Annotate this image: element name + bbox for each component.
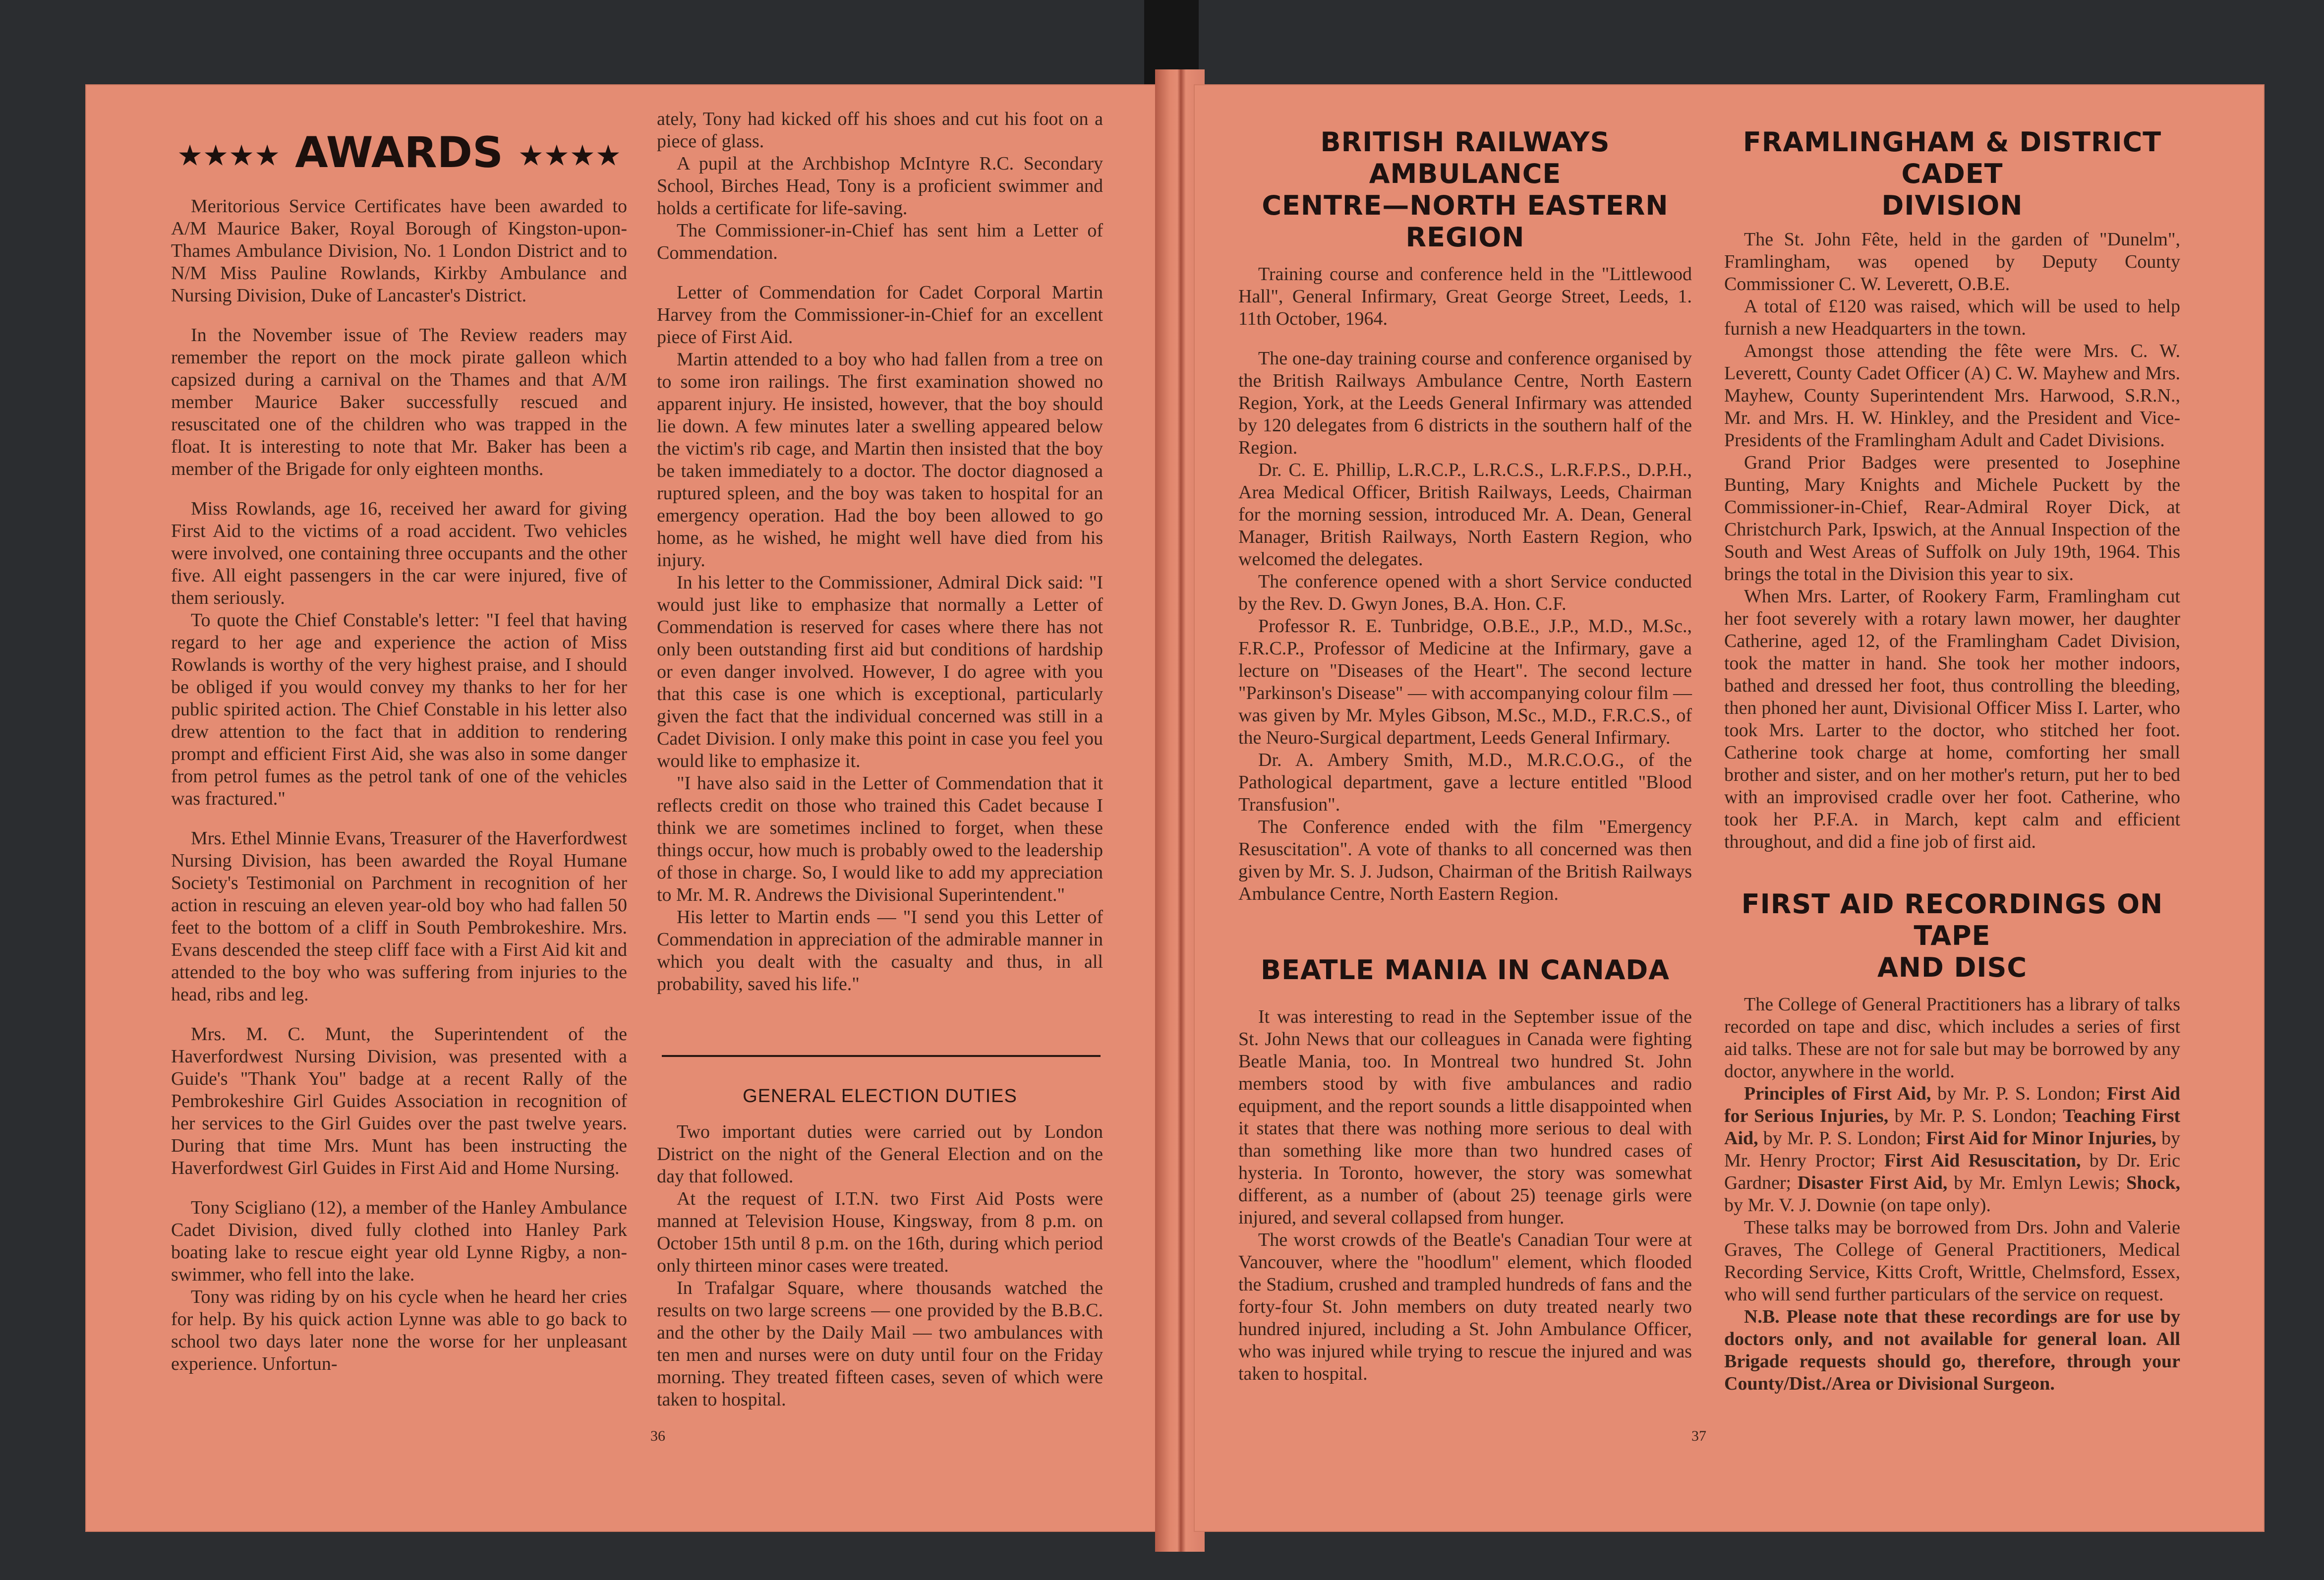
recording-author: by Mr. P. S. London;	[1931, 1083, 2107, 1104]
stars-right: ★★★★	[518, 138, 621, 173]
election-heading: GENERAL ELECTION DUTIES	[743, 1086, 1017, 1107]
paragraph: The Commissioner-in-Chief has sent him a Letter of Commendation.	[657, 220, 1103, 263]
railways-heading	[1238, 126, 1692, 253]
paragraph: Miss Rowlands, age 16, received her award for giving First Aid to the victims of a road accident. Two vehicles were involved, one containing three occupants and the other five. All eight passengers in the car were injured, five of them seriously.	[171, 498, 627, 608]
commendation-body	[657, 108, 1103, 995]
paragraph: Mrs. Ethel Minnie Evans, Treasurer of the Haverfordwest Nursing Division, has been awarded the Royal Humane Society's Testimonial on Parchment in recognition of her action in rescuing an eleven year-old boy who had fallen 50 feet to the bottom of a cliff in South Pembrokeshire. Mrs. Evans descended the steep cliff face with a First Aid kit and attended to the boy who was suffering from injuries to the head, ribs and leg.	[171, 827, 627, 1005]
paragraph: A pupil at the Archbishop McIntyre R.C. Secondary School, Birches Head, Tony is a proficient swimmer and holds a certificate for life-saving.	[657, 153, 1103, 219]
paragraph: The conference opened with a short Service conducted by the Rev. D. Gwyn Jones, B.A. Hon. C.F.	[1238, 571, 1692, 614]
paragraph: A total of £120 was raised, which will be used to help furnish a new Headquarters in the town.	[1724, 296, 2180, 339]
recordings-heading	[1724, 888, 2180, 984]
recording-author: by Mr. P. S. London;	[1888, 1106, 2063, 1126]
paragraph: Mrs. M. C. Munt, the Superintendent of the Haverfordwest Nursing Division, was presented with a Guide's "Thank You" badge at a recent Rally of the Pembrokeshire Girl Guides Association in recognition of her services to the Girl Guides over the past twelve years. During that time Mrs. Munt has been instructing the Haverfordwest Girl Guides in First Aid and Home Nursing.	[171, 1023, 627, 1178]
paragraph: His letter to Martin ends — "I send you this Letter of Commendation in appreciation of the admirable manner in which you dealt with the casualty and thus, in all probability, saved his life."	[657, 907, 1103, 995]
paragraph: Amongst those attending the fête were Mrs. C. W. Leverett, County Cadet Officer (A) C. W. Mayhew and Mrs. Mayhew, County Superintendent Mrs. Harwood, S.R.N., Mr. and Mrs. H. W. Hinkley, and the President and Vice-Presidents of the Framlingham Adult and Cadet Divisions.	[1724, 341, 2180, 451]
recordings-column	[1724, 888, 2180, 1395]
recording-title: Principles of First Aid,	[1744, 1083, 1931, 1104]
paragraph: Letter of Commendation for Cadet Corporal Martin Harvey from the Commissioner-in-Chief for an excellent piece of First Aid.	[657, 282, 1103, 348]
awards-title: AWARDS	[295, 128, 503, 177]
paragraph: The worst crowds of the Beatle's Canadian Tour were at Vancouver, where the "hoodlum" element, which flooded the Stadium, crushed and trampled hundreds of fans and the forty-four St. John members on duty treated nearly two hundred injured, including a St. John Ambulance Officer, who was injured while trying to rescue the injured and was taken to hospital.	[1238, 1229, 1692, 1384]
election-body	[657, 1121, 1103, 1411]
recording-author: by Mr. V. J. Downie (on tape only).	[1724, 1195, 1991, 1216]
railways-title-line1: BRITISH RAILWAYS AMBULANCE	[1320, 126, 1610, 189]
paragraph: When Mrs. Larter, of Rookery Farm, Framlingham cut her foot severely with a rotary lawn mower, her daughter Catherine, aged 12, of the Framlingham Cadet Division, took the matter in hand. She took her mother indoors, bathed and dressed her foot, thus controlling the bleeding, then phoned her aunt, Divisional Officer Miss I. Larter, who took Mrs. Larter to the doctor, who stitched her foot. Catherine took charge at home, comforting her small brother and sister, and on her mother's return, put her to bed with an improvised cradle over her foot. Catherine, who took her P.F.A. in March, kept calm and efficient throughout, and did a fine job of first aid.	[1724, 586, 2180, 852]
paragraph: "I have also said in the Letter of Commendation that it reflects credit on those who trained this Cadet because I think we are sometimes inclined to forget, when these things occur, how much is probably owed to the leadership of those in charge. So, I would like to add my appreciation to Mr. M. R. Andrews the Divisional Superintendent."	[657, 773, 1103, 905]
recording-author: by Mr. Henry Proctor;	[1724, 1128, 2181, 1171]
stars-left: ★★★★	[177, 138, 281, 173]
paragraph: ately, Tony had kicked off his shoes and cut his foot on a piece of glass.	[657, 109, 1103, 152]
recordings-note: N.B. Please note that these recordings are for use by doctors only, and not available for general loan. All Brigade requests should go, therefore, through your County/Dist./Area or Divisional Surgeon.	[1724, 1306, 2180, 1394]
recording-title: First Aid for Minor Injuries,	[1926, 1128, 2156, 1149]
paragraph: In the November issue of The Review readers may remember the report on the mock pirate galleon which capsized during a carnival on the Thames and that A/M member Maurice Baker successfully rescued and resuscitated one of the children who was trapped in the float. It is interesting to note that Mr. Baker has been a member of the Brigade for only eighteen months.	[171, 324, 627, 479]
paragraph: In Trafalgar Square, where thousands watched the results on two large screens — one provided by the B.B.C. and the other by the Daily Mail — two ambulances with ten men and nurses were on duty until four on the Friday morning. They treated fifteen cases, seven of which were taken to hospital.	[657, 1278, 1103, 1410]
recording-author: by Dr. Eric Gardner;	[1724, 1150, 2181, 1193]
paragraph: Grand Prior Badges were presented to Josephine Bunting, Mary Knights and Michele Puckett by the Commissioner-in-Chief, Rear-Admiral Royer Dick, at Christchurch Park, Ipswich, at the Annual Inspection of the South and West Areas of Suffolk on July 19th, 1964. This brings the total in the Division this year to six.	[1724, 452, 2180, 585]
beatle-heading: BEATLE MANIA IN CANADA	[1260, 954, 1670, 986]
paragraph: Training course and conference held in the "Littlewood Hall", General Infirmary, Great George Street, Leeds, 1. 11th October, 1964.	[1238, 264, 1692, 329]
awards-column	[171, 128, 627, 1375]
railways-body	[1238, 263, 1692, 905]
beatle-column	[1238, 954, 1692, 1385]
railways-column	[1238, 126, 1692, 905]
recording-title: Shock,	[2126, 1172, 2180, 1193]
paragraph: The College of General Practitioners has a library of talks recorded on tape and disc, which includes a series of first aid talks. These are not for sale but may be borrowed by any doctor, anywhere in the world.	[1724, 994, 2180, 1082]
paragraph: Dr. A. Ambery Smith, M.D., M.R.C.O.G., of the Pathological department, gave a lecture entitled "Blood Transfusion".	[1238, 750, 1692, 815]
paragraph: Two important duties were carried out by London District on the night of the General Election and on the day that followed.	[657, 1121, 1103, 1187]
paragraph: At the request of I.T.N. two First Aid Posts were manned at Television House, Kingsway, from 8 p.m. on October 15th until 8 p.m. on the 16th, during which period only thirteen minor cases were treated.	[657, 1188, 1103, 1276]
paragraph: It was interesting to read in the September issue of the St. John News that our colleagues in Canada were fighting Beatle Mania, too. In Montreal two hundred St. John members stood by with five ambulances and radio equipment, and the report sounds a little disappointed when it states that there was nothing more serious to deal with than something like more than two hundred cases of hysteria. In Toronto, however, the story was somewhat different, as a number of (about 25) teenage girls were injured, and several collapsed from hunger.	[1238, 1006, 1692, 1228]
recordings-title-line2: AND DISC	[1877, 952, 2028, 983]
recordings-title-line1: FIRST AID RECORDINGS ON TAPE	[1741, 888, 2163, 951]
paragraph: Meritorious Service Certificates have been awarded to A/M Maurice Baker, Royal Borough of Kingston-upon-Thames Ambulance Division, No. 1 London District and to N/M Miss Pauline Rowlands, Kirkby Ambulance and Nursing Division, Duke of Lancaster's District.	[171, 195, 627, 306]
framlingham-heading	[1724, 126, 2180, 222]
recordings-list	[1724, 1083, 2180, 1217]
awards-heading	[171, 128, 627, 180]
election-section	[657, 1086, 1103, 1411]
paragraph: These talks may be borrowed from Drs. John and Valerie Graves, The College of General Practitioners, Medical Recording Service, Kitts Croft, Writtle, Chelmsford, Essex, who will send further particulars of the service on request.	[1724, 1217, 2180, 1305]
paragraph: Dr. C. E. Phillip, L.R.C.P., L.R.C.S., L.R.F.P.S., D.P.H., Area Medical Officer, British Railways, Leeds, Chairman for the morning session, introduced Mr. A. Dean, General Manager, British Railways, North Eastern Region, who welcomed the delegates.	[1238, 460, 1692, 570]
paragraph: The St. John Fête, held in the garden of "Dunelm", Framlingham, was opened by Deputy County Commissioner C. W. Leverett, O.B.E.	[1724, 229, 2180, 294]
framlingham-column	[1724, 126, 2180, 853]
recording-author: by Mr. Emlyn Lewis;	[1947, 1172, 2127, 1193]
section-rule	[662, 1055, 1101, 1057]
framlingham-title-line2: DIVISION	[1881, 190, 2023, 221]
recording-title: Disaster First Aid,	[1797, 1172, 1948, 1193]
page-number-right: 37	[1691, 1428, 1706, 1444]
paragraph: The one-day training course and conference organised by the British Railways Ambulance Centre, North Eastern Region, York, at the Leeds General Infirmary was attended by 120 delegates from 6 districts in the southern half of the Region.	[1238, 348, 1692, 458]
paragraph: In his letter to the Commissioner, Admiral Dick said: "I would just like to emphasize that normally a Letter of Commendation is reserved for cases where there has not only been outstanding first aid but conditions of hardship or even danger involved. However, I do agree with you that this case is one which is exceptional, particularly given the fact that the individual concerned was still in a Cadet Division. I only make this point in case you feel you would like to emphasize it.	[657, 572, 1103, 771]
recording-title: First Aid Resuscitation,	[1884, 1150, 2081, 1171]
railways-title-line2: CENTRE—NORTH EASTERN REGION	[1262, 190, 1669, 253]
paragraph: Tony was riding by on his cycle when he heard her cries for help. By his quick action Lynne was able to go back to school two days later none the worse for her unpleasant experience. Unfortun-	[171, 1286, 627, 1374]
paragraph: The Conference ended with the film "Emergency Resuscitation". A vote of thanks to all concerned was then given by Mr. S. J. Judson, Chairman of the British Railways Ambulance Centre, North Eastern Region.	[1238, 817, 1692, 904]
recording-title: Teaching First Aid,	[1724, 1106, 2181, 1149]
paragraph: To quote the Chief Constable's letter: "I feel that having regard to her age and experience the action of Miss Rowlands is worthy of the very highest praise, and I should be obliged if you would convey my thanks to her for her public spirited action. The Chief Constable in his letter also drew attention to the fact that in addition to rendering prompt and efficient First Aid, she was also in some danger from petrol fumes as the petrol tank of one of the vehicles was fractured."	[171, 609, 627, 809]
awards-body	[171, 195, 627, 1375]
beatle-body	[1238, 1006, 1692, 1385]
framlingham-body	[1724, 229, 2180, 853]
paragraph: Martin attended to a boy who had fallen from a tree on to some iron railings. The first examination showed no apparent injury. He insisted, however, that the boy should lie down. A few minutes later a swelling appeared below the victim's rib cage, and Martin then insisted that the boy be taken immediately to a doctor. The doctor diagnosed a ruptured spleen, and the boy was taken to hospital for an emergency operation. Had the boy been allowed to go home, as he wished, he might well have died from his injury.	[657, 349, 1103, 571]
framlingham-title-line1: FRAMLINGHAM & DISTRICT CADET	[1743, 126, 2162, 189]
recording-author: by Mr. P. S. London;	[1758, 1128, 1926, 1149]
commendation-column	[657, 108, 1103, 995]
recordings-body	[1724, 994, 2180, 1395]
page-number-left: 36	[650, 1428, 665, 1444]
recording-title: First Aid for Serious Injuries,	[1724, 1083, 2181, 1126]
paragraph: Tony Scigliano (12), a member of the Hanley Ambulance Cadet Division, dived fully clothed into Hanley Park boating lake to rescue eight year old Lynne Rigby, a non-swimmer, who fell into the lake.	[171, 1197, 627, 1285]
paragraph: Professor R. E. Tunbridge, O.B.E., J.P., M.D., M.Sc., F.R.C.P., Professor of Medicine at the Infirmary, gave a lecture on "Diseases of the Heart". The second lecture "Parkinson's Disease" — with accompanying colour film — was given by Mr. Myles Gibson, M.Sc., M.D., F.R.C.S., of the Neuro-Surgical department, Leeds General Infirmary.	[1238, 616, 1692, 748]
